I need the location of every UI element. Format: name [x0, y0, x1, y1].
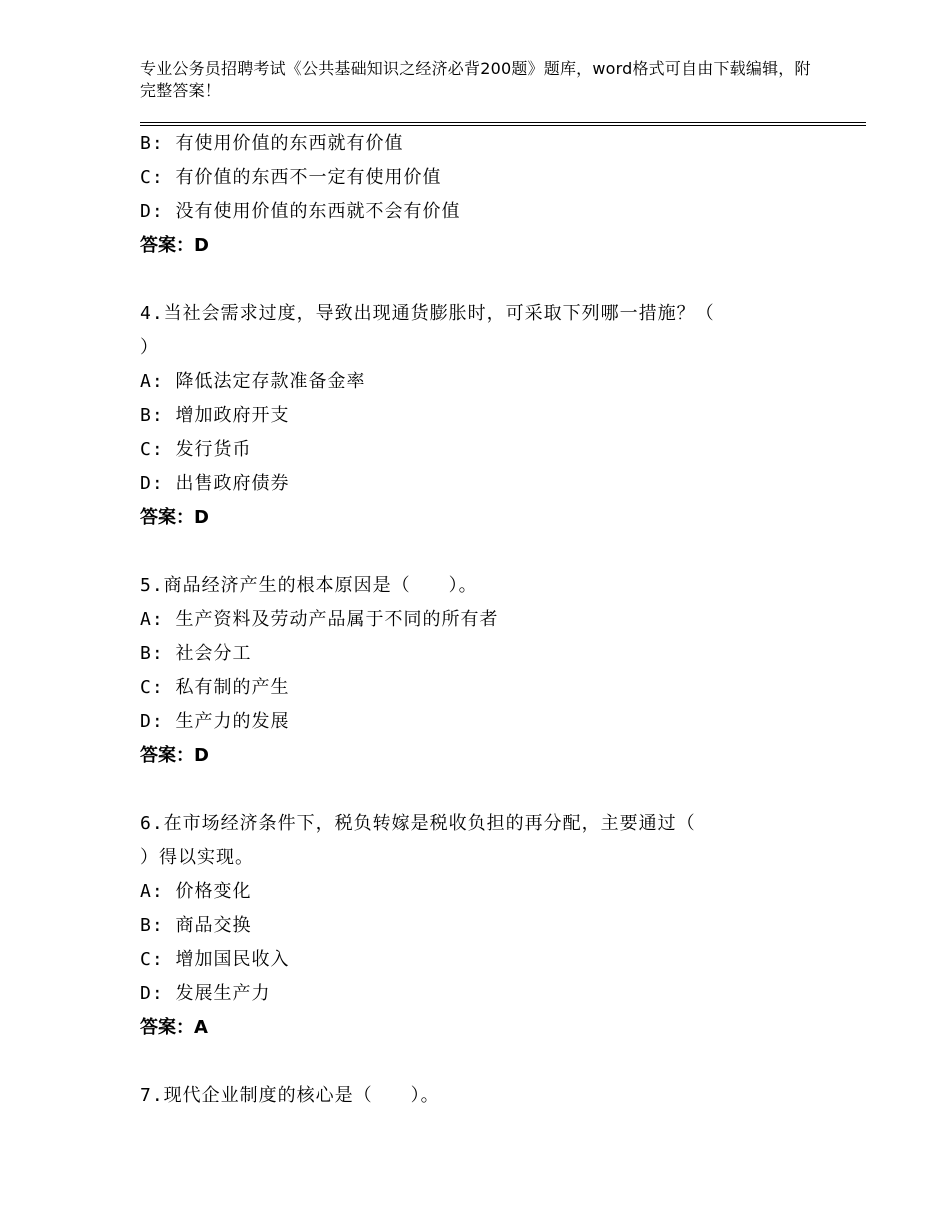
- option-b: B: 有使用价值的东西就有价值: [140, 133, 404, 154]
- header-rule-bottom: [140, 125, 866, 126]
- option-a: A: 生产资料及劳动产品属于不同的所有者: [140, 609, 499, 630]
- question-block-5: [140, 569, 840, 773]
- question-block-4: [140, 297, 840, 535]
- question-block-6: [140, 807, 840, 1045]
- spacer: [140, 535, 840, 569]
- question-block-3: [140, 127, 840, 263]
- option-a: A: 价格变化: [140, 881, 252, 902]
- option-d: D: 没有使用价值的东西就不会有价值: [140, 201, 461, 222]
- option-c: C: 私有制的产生: [140, 677, 290, 698]
- spacer: [140, 773, 840, 807]
- question-stem-line1: 6.在市场经济条件下，税负转嫁是税收负担的再分配，主要通过（: [140, 813, 696, 834]
- option-b: B: 商品交换: [140, 915, 252, 936]
- option-d: D: 生产力的发展: [140, 711, 290, 732]
- question-block-7: [140, 1079, 840, 1113]
- spacer: [140, 263, 840, 297]
- answer-line: 答案：D: [140, 745, 209, 766]
- question-stem-line1: 7.现代企业制度的核心是（ ）。: [140, 1085, 440, 1106]
- question-stem-line2: ）: [140, 337, 159, 358]
- option-b: B: 社会分工: [140, 643, 252, 664]
- option-a: A: 降低法定存款准备金率: [140, 371, 366, 392]
- page-header: 专业公务员招聘考试《公共基础知识之经济必背200题》题库，word格式可自由下载编辑，附完整答案！: [140, 59, 811, 100]
- question-stem-line2: ）得以实现。: [140, 847, 254, 868]
- option-c: C: 增加国民收入: [140, 949, 290, 970]
- answer-line: 答案：A: [140, 1017, 208, 1038]
- question-stem-line1: 5.商品经济产生的根本原因是（ ）。: [140, 575, 478, 596]
- answer-line: 答案：D: [140, 507, 209, 528]
- question-stem-line1: 4.当社会需求过度，导致出现通货膨胀时，可采取下列哪一措施？（: [140, 303, 715, 324]
- option-c: C: 有价值的东西不一定有使用价值: [140, 167, 442, 188]
- option-c: C: 发行货币: [140, 439, 252, 460]
- option-b: B: 增加政府开支: [140, 405, 290, 426]
- header-rule-top: [140, 122, 866, 123]
- option-d: D: 发展生产力: [140, 983, 271, 1004]
- question-list: [140, 127, 840, 1113]
- answer-line: 答案：D: [140, 235, 209, 256]
- option-d: D: 出售政府债券: [140, 473, 290, 494]
- spacer: [140, 1045, 840, 1079]
